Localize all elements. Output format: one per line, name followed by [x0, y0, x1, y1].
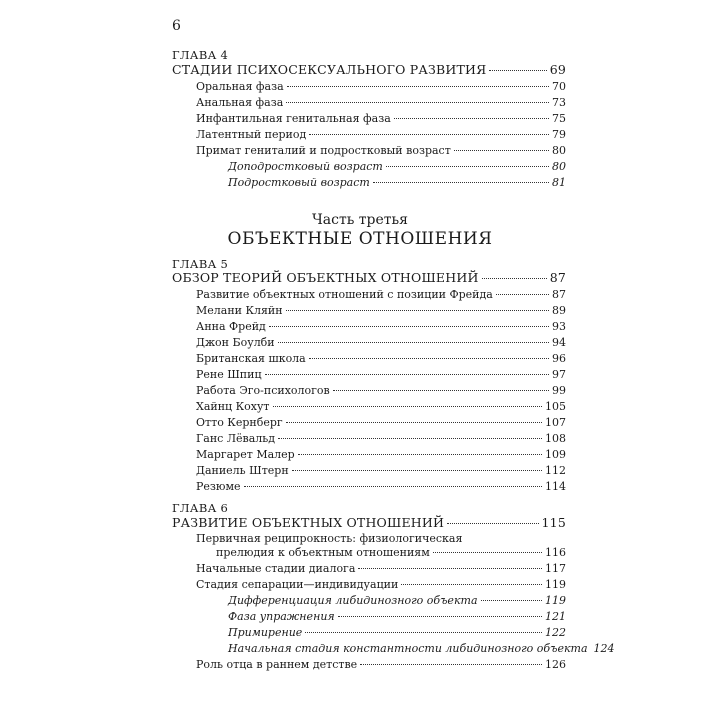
toc-entry[interactable]: Анальная фаза 73 [196, 96, 566, 109]
toc-entry-line[interactable]: Первичная реципрокность: физиологическая [196, 532, 463, 545]
toc-entry[interactable]: прелюдия к объектным отношениям 116 [216, 546, 566, 559]
chapter-5-label: ГЛАВА 5 [172, 257, 229, 271]
toc-entry[interactable]: Начальные стадии диалога 117 [196, 562, 566, 575]
toc-entry[interactable]: Латентный период 79 [196, 128, 566, 141]
toc-entry[interactable]: Ганс Лёвальд 108 [196, 432, 566, 445]
chapter-6-label: ГЛАВА 6 [172, 501, 229, 515]
toc-subentry[interactable]: Начальная стадия константности либидинозного объекта 124 [228, 642, 615, 655]
toc-chapter-4-title[interactable]: СТАДИИ ПСИХОСЕКСУАЛЬНОГО РАЗВИТИЯ 69 [172, 62, 566, 77]
toc-chapter-5-title[interactable]: ОБЗОР ТЕОРИЙ ОБЪЕКТНЫХ ОТНОШЕНИЙ 87 [172, 270, 566, 285]
toc-entry[interactable]: Развитие объектных отношений с позиции Фрейда 87 [196, 288, 566, 301]
toc-entry[interactable]: Джон Боулби 94 [196, 336, 566, 349]
toc-chapter-6-title[interactable]: РАЗВИТИЕ ОБЪЕКТНЫХ ОТНОШЕНИЙ 115 [172, 515, 566, 530]
toc-entry[interactable]: Британская школа 96 [196, 352, 566, 365]
toc-entry[interactable]: Инфантильная генитальная фаза 75 [196, 112, 566, 125]
toc-entry[interactable]: Мелани Кляйн 89 [196, 304, 566, 317]
toc-subentry[interactable]: Доподростковый возраст 80 [228, 160, 566, 173]
toc-entry[interactable]: Роль отца в раннем детстве 126 [196, 658, 566, 671]
part-title: ОБЪЕКТНЫЕ ОТНОШЕНИЯ [227, 229, 493, 249]
chapter-4-label: ГЛАВА 4 [172, 48, 229, 62]
part-label: Часть третья [311, 212, 409, 228]
page-number: 6 [172, 18, 181, 34]
toc-subentry[interactable]: Дифференциация либидинозного объекта 119 [228, 594, 566, 607]
toc-subentry[interactable]: Примирение 122 [228, 626, 566, 639]
toc-entry[interactable]: Хайнц Кохут 105 [196, 400, 566, 413]
toc-entry[interactable]: Стадия сепарации—индивидуации 119 [196, 578, 566, 591]
toc-subentry[interactable]: Подростковый возраст 81 [228, 176, 566, 189]
toc-entry[interactable]: Рене Шпиц 97 [196, 368, 566, 381]
toc-entry[interactable]: Маргарет Малер 109 [196, 448, 566, 461]
toc-subentry[interactable]: Фаза упражнения 121 [228, 610, 566, 623]
toc-entry[interactable]: Резюме 114 [196, 480, 566, 493]
toc-entry[interactable]: Даниель Штерн 112 [196, 464, 566, 477]
toc-entry[interactable]: Примат гениталий и подростковый возраст 80 [196, 144, 566, 157]
toc-entry[interactable]: Работа Эго-психологов 99 [196, 384, 566, 397]
toc-entry[interactable]: Оральная фаза 70 [196, 80, 566, 93]
toc-entry[interactable]: Отто Кернберг 107 [196, 416, 566, 429]
toc-entry[interactable]: Анна Фрейд 93 [196, 320, 566, 333]
